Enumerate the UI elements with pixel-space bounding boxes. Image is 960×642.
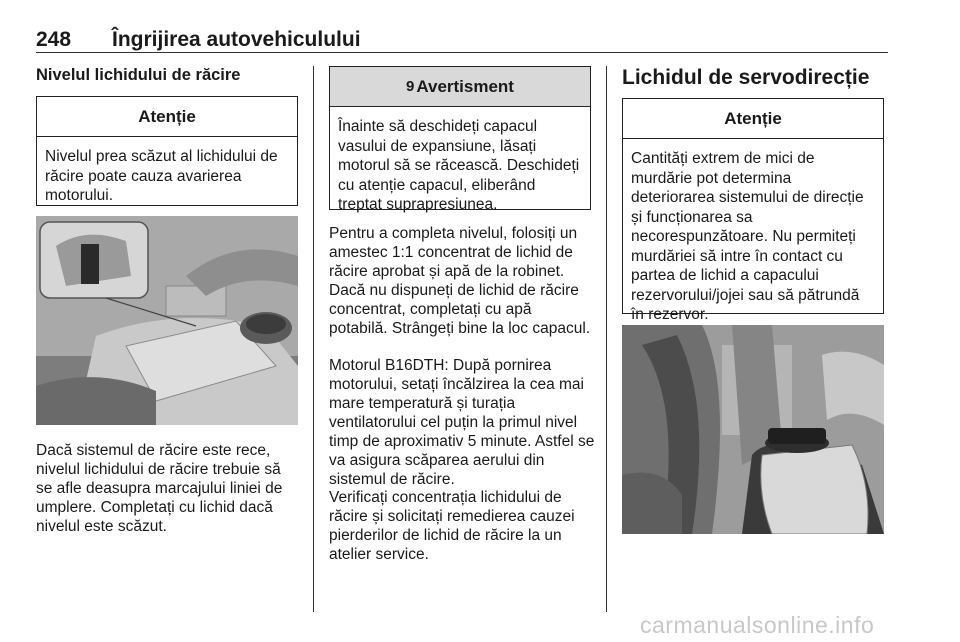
warning-heading [330,67,590,107]
caution-text-2: Cantități extrem de mici de murdărie pot determina deteriorarea sistemului de direcție și funcționarea sa necorespunzătoare. Nu permiteți murdăriei să intre în contact cu partea de lichid a capacului rezervorului/jojei sau să pătrundă în rezervor. [631,150,864,323]
power-steering-reservoir-photo [622,325,884,534]
chapter-title: Îngrijirea autovehiculului [112,28,361,51]
header-divider [36,52,888,53]
power-steering-caution-box [622,98,884,323]
column-divider-2 [606,66,607,612]
coolant-reservoir-photo [36,216,298,425]
engine-b16dth-paragraph: Motorul B16DTH: După pornirea motorului, setați încălzirea la cea mai mare temperatură și turația ventilatorului cel puțin la primul nivel timp de aproximativ 5 minute. Astfel se va asigura scăparea aerului din sistemul de răcire. [329,357,595,488]
coolant-section-title: Nivelul lichidului de răcire [36,66,241,84]
warning-title: Avertisment [416,76,514,96]
caution-heading: Atenție [37,97,297,137]
warning-text: Înainte să deschideți capacul vasului de expansiune, lăsați motorul să se răcească. Deschideți cu atenție capacul, eliberând treptat suprapresiunea. [338,118,580,213]
concentration-paragraph: Verificați concentrația lichidului de răcire și solicitați remedierea cauzei pierderilor de lichid de răcire la un atelier service. [329,489,575,563]
steering-reservoir-illustration [622,325,884,534]
refill-paragraph: Pentru a completa nivelul, folosiți un amestec 1:1 concentrat de lichid de răcire aprobat și apă de la robinet. Dacă nu dispuneți de lichid de răcire concentrat, completați cu apă potabilă. Strângeți bine la loc capacul. [329,225,591,337]
page-number: 248 [36,28,72,51]
warning-triangle-icon: 9 [406,78,415,95]
watermark-url: carmanualsonline.info [640,612,875,638]
caution-text: Nivelul prea scăzut al lichidului de răcire poate cauza avarierea motorului. [45,148,278,204]
warning-box [329,66,591,213]
engine-bay-illustration [36,216,298,425]
coolant-caution-box [36,96,298,206]
coolant-level-paragraph: Dacă sistemul de răcire este rece, nivelul lichidului de răcire trebuie să se afle deasupra marcajului liniei de umplere. Completați cu lichid dacă nivelul este scăzut. [36,442,283,535]
column-divider-1 [313,66,314,612]
caution-heading-2: Atenție [623,99,883,139]
power-steering-section-title: Lichidul de servodirecție [622,66,870,89]
